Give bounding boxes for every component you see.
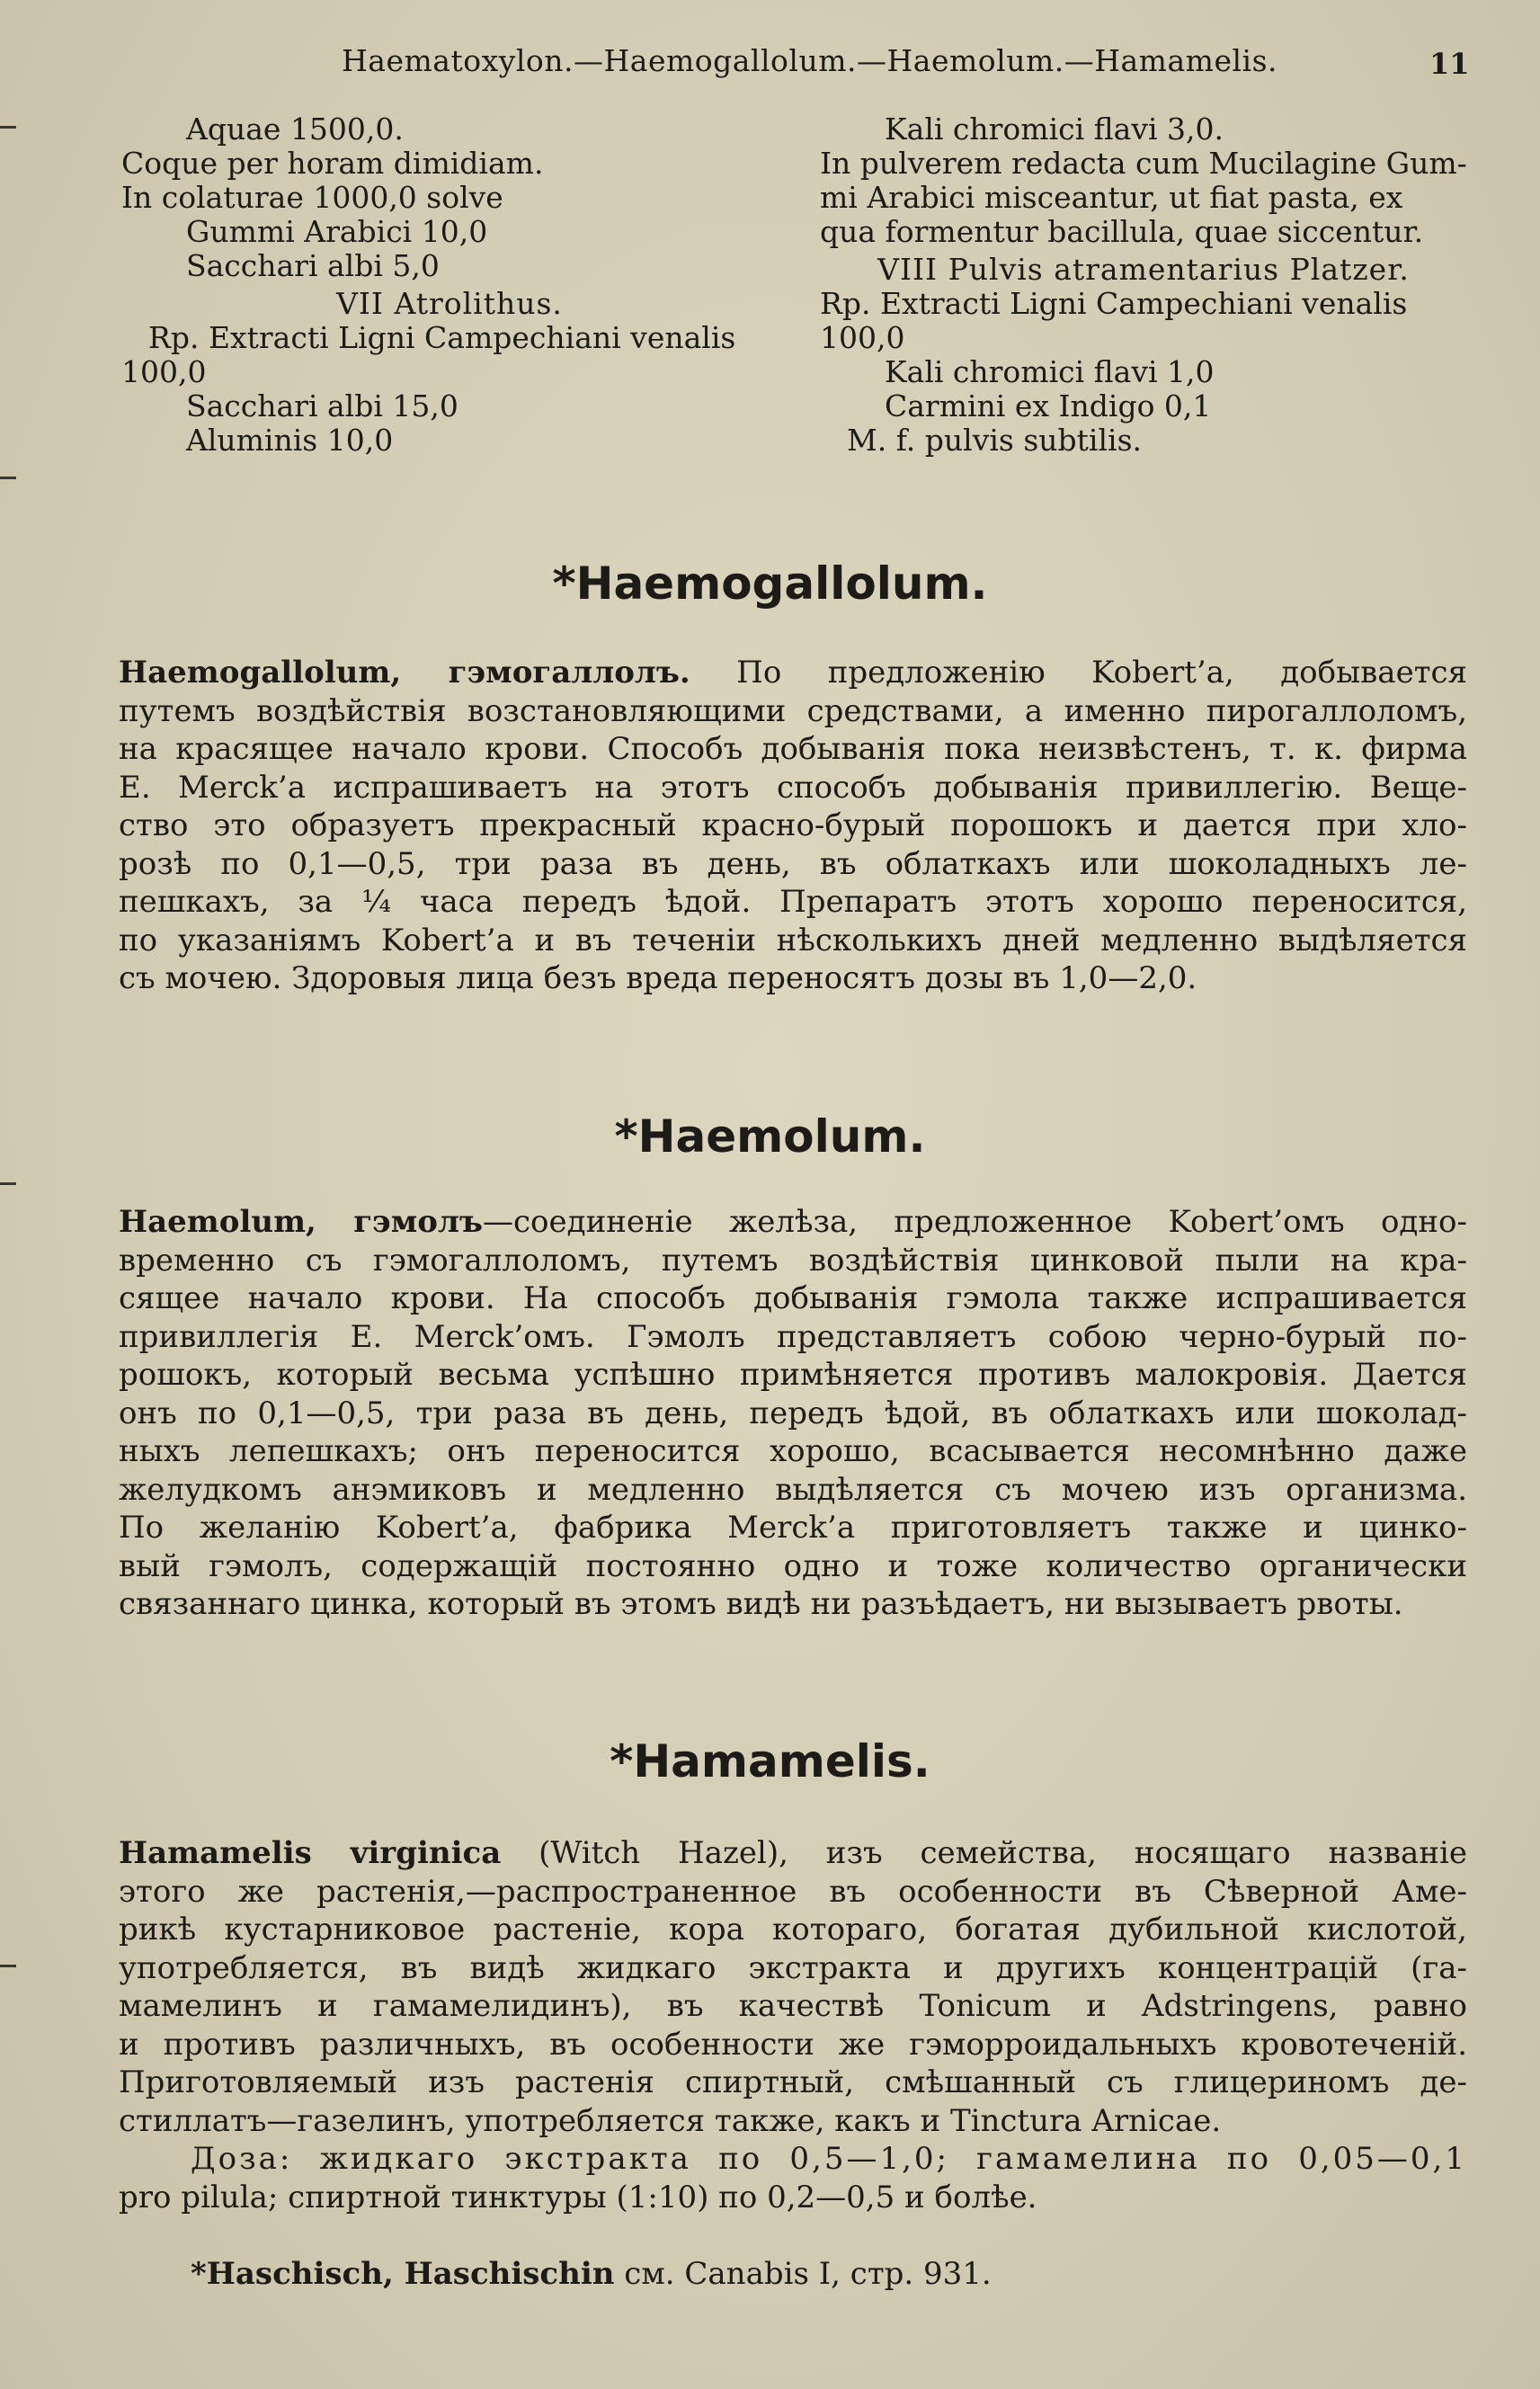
edge-mark [0,1965,16,1967]
recipe-line: Kali chromici flavi 3,0. [885,111,1224,147]
left-recipe-column [121,112,778,458]
article-lead-term: Haemolum, гэмолъ [119,1204,484,1240]
running-title: Haematoxylon.—Haemogallolum.—Haemolum.—Hamamelis. [342,43,1278,78]
article-line: ство это образуетъ прекрасный красно-бурый порошокъ и дается при хло- [119,807,1467,843]
recipe-line: Sacchari albi 5,0 [186,248,440,283]
article-line: по указаніямъ Kobert’a и въ теченіи нѣсколькихъ дней медленно выдѣляется [119,922,1467,958]
article-line: стиллатъ—газелинъ, употребляется также, какъ и Tinctura Arnicae. [119,2102,1222,2139]
article-line: на красящее начало крови. Способъ добыванія пока неизвѣстенъ, т. к. фирма [119,731,1467,767]
dose-line: pro pilula; спиртной тинктуры (1:10) по 0,2—0,5 и болѣе. [119,2179,1037,2215]
recipe-line: Rp. Extracti Ligni Campechiani venalis [820,286,1408,321]
edge-mark [0,126,16,129]
article-line: временно съ гэмогаллоломъ, путемъ воздѣйствія цинковой пыли на кра- [119,1242,1467,1279]
section-title-haemogallolum: *Haemogallolum. [552,557,988,610]
recipe-line: Kali chromici flavi 1,0 [885,354,1215,389]
article-line: желудкомъ анэмиковъ и медленно выдѣляется съ мочею изъ организма. [119,1471,1467,1508]
recipe-heading: VIII Pulvis atramentarius Platzer. [877,252,1410,287]
recipe-line: In colaturae 1000,0 solve [121,180,503,215]
article-line: и противъ различныхъ, въ особенности же гэморроидальныхъ кровотеченій. [119,2026,1467,2063]
article-line: рошокъ, который весьма успѣшно примѣняется противъ малокровія. Дается [119,1357,1467,1393]
recipe-line: Gummi Arabici 10,0 [186,214,488,249]
cross-reference [191,2255,992,2293]
recipe-line: Rp. Extracti Ligni Campechiani venalis [148,320,736,355]
article-line: По предложенію Kobert’a, добывается [690,655,1467,691]
article-line: По желанію Kobert’a, фабрика Merck’a приготовляетъ также и цинко- [119,1510,1467,1546]
article-line: розѣ по 0,1—0,5, три раза въ день, въ облаткахъ или шоколадныхъ ле- [119,845,1467,882]
article-line: E. Merck’a испрашиваетъ на этотъ способъ добыванія привиллегію. Веще- [119,769,1467,806]
article-line: Приготовляемый изъ растенія спиртный, смѣшанный съ глицериномъ де- [119,2064,1467,2100]
article-line: пешкахъ, за ¼ часа передъ ѣдой. Препаратъ этотъ хорошо переносится, [119,884,1467,920]
article-lead-term: Haemogallolum, гэмогаллолъ. [119,655,690,691]
recipe-line: 100,0 [121,354,207,389]
article-line: (Witch Hazel), изъ семейства, носящаго названіе [501,1835,1467,1871]
article-line: связаннаго цинка, который въ этомъ видѣ ни разъѣдаетъ, ни вызываетъ рвоты. [119,1586,1403,1622]
article-line: ныхъ лепешкахъ; онъ переносится хорошо, всасывается несомнѣнно даже [119,1433,1467,1469]
right-recipe-column [820,112,1467,458]
recipe-line: Sacchari albi 15,0 [186,388,458,423]
article-line: употребляется, въ видѣ жидкаго экстракта и другихъ концентрацій (га- [119,1949,1467,1986]
page-number: 11 [1429,47,1470,81]
article-line: онъ по 0,1—0,5, три раза въ день, передъ ѣдой, въ облаткахъ или шоколад- [119,1395,1467,1431]
recipe-line: mi Arabici misceantur, ut fiat pasta, ex [820,180,1403,215]
article-line: съ мочею. Здоровыя лица безъ вреда переносятъ дозы въ 1,0—2,0. [119,960,1197,996]
article-hamamelis [119,1834,1467,2216]
section-title-hamamelis: *Hamamelis. [610,1735,930,1787]
article-line: сящее начало крови. На способъ добыванія гэмола также испрашивается [119,1280,1467,1316]
recipe-line: M. f. pulvis subtilis. [847,423,1143,458]
dose-line: Доза: жидкаго экстракта по 0,5—1,0; гамамелина по 0,05—0,1 [191,2141,1467,2177]
recipe-line: Coque per horam dimidiam. [121,146,544,181]
article-line: привиллегія E. Merck’омъ. Гэмолъ представляетъ собою черно-бурый по- [119,1318,1467,1355]
recipe-heading: VII Atrolithus. [336,286,563,321]
cross-reference-term: *Haschisch, Haschischin [191,2256,615,2292]
article-line: путемъ воздѣйствія возстановляющими средствами, а именно пирогаллоломъ, [119,692,1467,729]
recipe-line: In pulverem redacta cum Mucilagine Gum- [820,146,1467,181]
article-line: рикѣ кустарниковое растеніе, кора котораго, богатая дубильной кислотой, [119,1912,1467,1948]
recipe-line: Aluminis 10,0 [186,423,394,458]
section-title-haemolum: *Haemolum. [614,1110,926,1163]
article-line: этого же растенія,—распространенное въ особенности въ Сѣверной Аме- [119,1873,1467,1910]
article-line: вый гэмолъ, содержащій постоянно одно и тоже количество органически [119,1547,1467,1584]
article-haemolum [119,1203,1467,1624]
edge-mark [0,477,16,479]
cross-reference-text: см. Canabis I, стр. 931. [614,2256,992,2292]
article-lead-term: Hamamelis virginica [119,1835,502,1871]
recipe-line: Aquae 1500,0. [186,111,404,147]
recipe-line: qua formentur bacillula, quae siccentur. [820,214,1424,249]
recipe-line: 100,0 [820,320,905,355]
article-haemogallolum [119,654,1467,998]
edge-mark [0,1182,16,1185]
recipe-line: Carmini ex Indigo 0,1 [885,388,1212,423]
article-line: мамелинъ и гамамелидинъ), въ качествѣ Tonicum и Adstringens, равно [119,1988,1467,2024]
article-line: —соединеніе желѣза, предложенное Kobert’омъ одно- [483,1204,1467,1240]
